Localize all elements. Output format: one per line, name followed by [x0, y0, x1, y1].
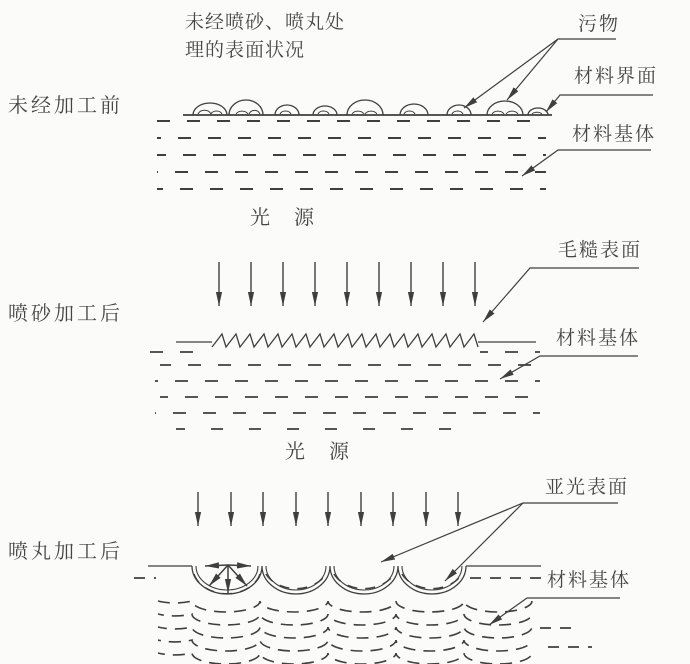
light-rays-shot-peened	[198, 492, 458, 526]
callout-label-substrate-3: 材料基体	[547, 570, 632, 591]
callout-leader-substrate-2	[500, 356, 638, 379]
light-source-label-sandblasted: 光 源	[250, 207, 316, 229]
sawtooth-surface	[212, 334, 478, 347]
callout-label-matte-surface: 亚光表面	[545, 477, 630, 498]
crater-surface-inner	[196, 566, 462, 590]
header-line-2: 理的表面状况	[185, 40, 306, 61]
substrate-dashes-before	[157, 121, 546, 189]
side-label-shot-peened: 喷丸加工后	[8, 541, 123, 563]
side-label-before: 未经加工前	[8, 95, 123, 117]
callout-leader-rough	[483, 268, 639, 322]
light-source-label-shot-peened: 光 源	[285, 441, 351, 463]
substrate-waves-shot-peened	[158, 601, 532, 664]
light-rays-sandblasted	[219, 262, 475, 306]
scatter-reflection-arrows	[205, 565, 251, 593]
callout-leader-interface	[546, 95, 653, 112]
substrate-dashes-sandblasted	[150, 352, 540, 429]
callout-label-interface: 材料界面	[574, 66, 659, 87]
callout-label-dirt: 污物	[578, 14, 621, 35]
callout-leader-substrate-3	[489, 598, 620, 625]
callout-label-rough-surface: 毛糙表面	[558, 240, 643, 261]
header-line-1: 未经喷砂、喷丸处	[185, 12, 346, 33]
callout-label-substrate-2: 材料基体	[556, 328, 641, 349]
side-label-sandblasted: 喷砂加工后	[8, 303, 123, 325]
dirt-bumps-texture	[198, 110, 542, 114]
callout-label-substrate-1: 材料基体	[572, 124, 657, 145]
